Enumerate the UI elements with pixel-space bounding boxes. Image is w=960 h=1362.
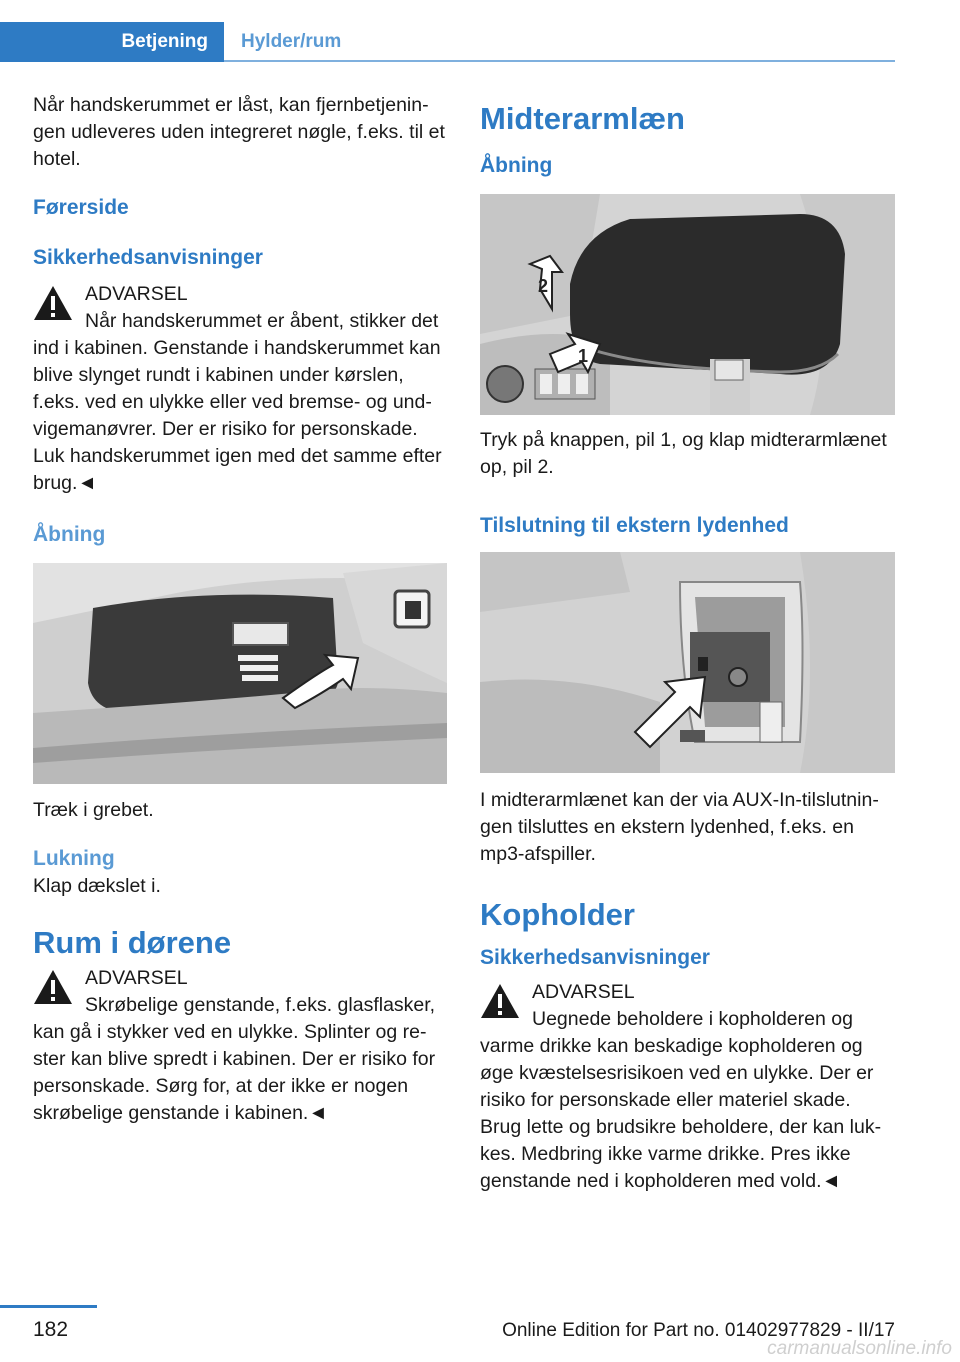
warning-title: ADVARSEL — [85, 283, 188, 305]
header-tabs — [0, 0, 895, 62]
left-column — [33, 92, 447, 1127]
heading-rum-i-dorene: Rum i dørene — [33, 925, 232, 960]
caption-armrest: Tryk på knappen, pil 1, og klap midterarmlænet op, pil 2. — [480, 429, 887, 478]
warning-triangle-icon — [33, 285, 73, 321]
tab-underline — [224, 60, 895, 62]
warning-text: Skrøbelige genstande, f.eks. glasflasker, kan gå i stykker ved en ulykke. Splinter og rester kan blive spredt i kabinen. Der er risiko for personskade. Sørg for, at der ikke er nogen skrøbelige genstande i kabinen.◄ — [33, 994, 436, 1124]
intro-paragraph: Når handskerummet er låst, kan fjernbetjeningen udleveres uden integreret nøgle, f.eks. til et hotel. — [33, 94, 445, 170]
warning-block-doors — [33, 965, 447, 1127]
glovebox-photo — [33, 563, 447, 784]
warning-triangle-icon — [33, 969, 73, 1005]
warning-title: ADVARSEL — [85, 967, 188, 989]
heading-forerside: Førerside — [33, 196, 129, 219]
arrow-label-2: 2 — [538, 276, 549, 296]
heading-midterarmlaen: Midterarmlæn — [480, 101, 685, 136]
heading-sikkerhedsanvisninger-right: Sikkerhedsanvisninger — [480, 946, 710, 969]
heading-sikkerhedsanvisninger: Sikkerhedsanvisninger — [33, 246, 263, 269]
edition-note: Online Edition for Part no. 01402977829 - II/17 — [502, 1320, 895, 1341]
heading-tilslutning: Tilslutning til ekstern lydenhed — [480, 514, 789, 537]
caption-glovebox: Træk i grebet. — [33, 799, 154, 821]
warning-block-glovebox — [33, 281, 447, 497]
warning-text: Når handskerummet er åbent, stikker det ind i kabinen. Genstande i handskerummet kan blive slynget rundt i kabinen under kørslen, f.eks. ved en ulykke eller ved bremse- og undvigemanøvrer. Der er risiko for personskade. Luk handskerummet igen med det samme efter brug.◄ — [33, 310, 442, 494]
warning-title: ADVARSEL — [532, 981, 635, 1003]
arrow-label-1: 1 — [578, 346, 589, 366]
lukning-text: Klap dækslet i. — [33, 875, 161, 897]
warning-triangle-icon — [480, 983, 520, 1019]
heading-kopholder: Kopholder — [480, 897, 635, 932]
aux-paragraph: I midterarmlænet kan der via AUX-In-tilslutningen tilsluttes en ekstern lydenhed, f.eks. en mp3-afspiller. — [480, 789, 879, 865]
watermark: carmanualsonline.info — [767, 1338, 952, 1359]
heading-abning: Åbning — [33, 523, 106, 546]
heading-abning-right: Åbning — [480, 154, 553, 177]
footer-accent-line — [0, 1305, 97, 1308]
page-number: 182 — [33, 1318, 69, 1341]
armrest-photo — [480, 194, 895, 415]
warning-text: Uegnede beholdere i kopholderen og varme drikke kan beskadige kopholderen og øge kvæstelsesrisikoen ved en ulykke. Der er risiko for personskade eller materiel skade. Brug lette og brudsikre beholdere, der kan lukkes. Medbring ikke varme drikke. Pres ikke genstande ned i kopholderen med vold.◄ — [480, 1008, 882, 1192]
heading-lukning: Lukning — [33, 847, 115, 870]
right-column — [480, 100, 895, 1195]
tab-hylder-rum[interactable]: Hylder/rum — [241, 31, 342, 52]
tab-betjening[interactable]: Betjening — [0, 22, 224, 62]
aux-photo — [480, 552, 895, 773]
warning-block-cupholder — [480, 979, 895, 1195]
